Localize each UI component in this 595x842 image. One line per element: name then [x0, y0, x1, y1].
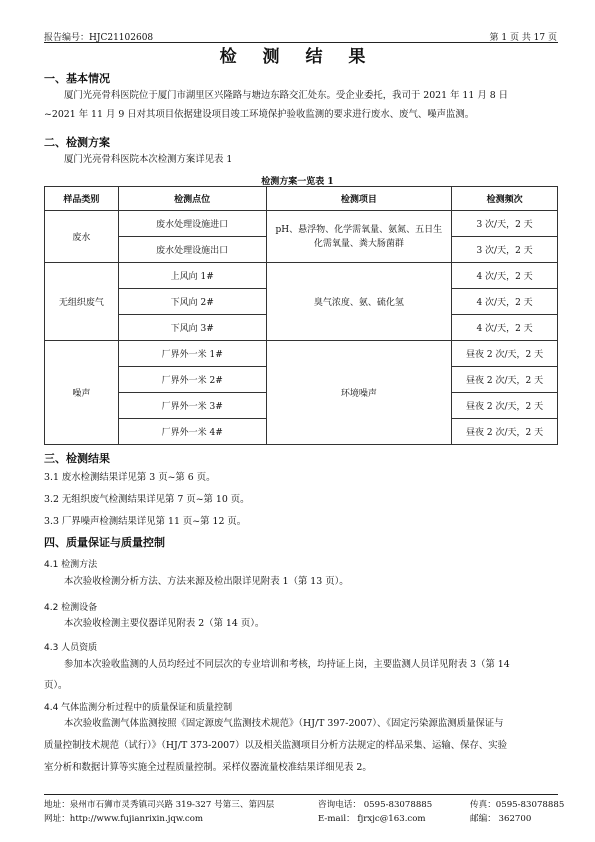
result-item-2: 3.2 无组织废气检测结果详见第 7 页~第 10 页。 [44, 494, 250, 505]
footer-email: E-mail： fjrxjc@163.com [318, 814, 426, 824]
footer-address: 地址：泉州市石狮市灵秀镇司兴路 319-327 号第三、第四层 [44, 800, 275, 810]
footer-phone: 咨询电话： 0595-83078885 [318, 800, 433, 810]
section-2-heading: 二、检测方案 [44, 136, 110, 149]
table-row [45, 263, 558, 289]
subsection-4-2-text: 本次验收检测主要仪器详见附表 2（第 14 页）。 [64, 618, 265, 629]
col-header-point: 检测点位 [118, 187, 266, 211]
frequency-cell: 4 次/天，2 天 [452, 289, 558, 315]
frequency-cell: 4 次/天，2 天 [452, 263, 558, 289]
page-indicator: 第 1 页 共 17 页 [489, 33, 557, 43]
subsection-4-2-heading: 4.2 检测设备 [44, 603, 98, 613]
subsection-4-3-heading: 4.3 人员资质 [44, 643, 98, 653]
items-noise: 环境噪声 [266, 341, 452, 445]
frequency-cell: 昼夜 2 次/天，2 天 [452, 367, 558, 393]
category-noise: 噪声 [45, 341, 119, 445]
subsection-4-4-line-3: 室分析和数据计算等实施全过程质量控制。采样仪器流量校准结果详细见表 2。 [44, 762, 372, 773]
table-row [45, 211, 558, 237]
items-water-line-2: 化需氧量、粪大肠菌群 [313, 238, 404, 249]
point-cell: 废水处理设施出口 [118, 237, 266, 263]
result-item-3: 3.3 厂界噪声检测结果详见第 11 页~第 12 页。 [44, 516, 247, 527]
col-header-frequency: 检测频次 [452, 187, 558, 211]
subsection-4-3-line-2: 页）。 [44, 680, 68, 691]
point-cell: 厂界外一米 3# [118, 393, 266, 419]
page-title: 检 测 结 果 [219, 47, 376, 67]
section-2-intro: 厦门光亮骨科医院本次检测方案详见表 1 [64, 154, 233, 165]
point-cell: 上风向 1# [118, 263, 266, 289]
section-1-line-2: ~2021 年 11 月 9 日对其项目依据建设项目竣工环境保护验收监测的要求进行废水、废气、噪声监测。 [44, 109, 475, 120]
point-cell: 废水处理设施进口 [118, 211, 266, 237]
category-gas: 无组织废气 [45, 263, 119, 341]
section-1-heading: 一、基本情况 [44, 72, 110, 85]
footer-fax: 传真：0595-83078885 [470, 800, 565, 810]
subsection-4-1-heading: 4.1 检测方法 [44, 560, 98, 570]
footer-rule [44, 794, 558, 795]
point-cell: 厂界外一米 1# [118, 341, 266, 367]
frequency-cell: 4 次/天，2 天 [452, 315, 558, 341]
subsection-4-4-line-2: 质量控制技术规范（试行）》（HJ/T 373-2007）以及相关监测项目分析方法规定的样品采集、运输、保存、实验 [44, 740, 507, 751]
point-cell: 厂界外一米 2# [118, 367, 266, 393]
table-header-row [45, 187, 558, 211]
items-water [266, 211, 452, 263]
section-1-line-1: 厦门光亮骨科医院位于厦门市湖里区兴隆路与塘边东路交汇处东。受企业委托，我司于 2021 年 11 月 8 日 [64, 90, 509, 101]
table-row [45, 341, 558, 367]
category-water: 废水 [45, 211, 119, 263]
col-header-items: 检测项目 [266, 187, 452, 211]
section-3-heading: 三、检测结果 [44, 452, 110, 465]
point-cell: 下风向 3# [118, 315, 266, 341]
frequency-cell: 3 次/天，2 天 [452, 237, 558, 263]
subsection-4-4-line-1: 本次验收监测气体监测按照《固定源废气监测技术规范》（HJ/T 397-2007）、《固定污染源监测质量保证与 [64, 718, 504, 729]
subsection-4-4-heading: 4.4 气体监测分析过程中的质量保证和质量控制 [44, 703, 233, 713]
frequency-cell: 昼夜 2 次/天，2 天 [452, 419, 558, 445]
subsection-4-3-line-1: 参加本次验收监测的人员均经过不同层次的专业培训和考核，均持证上岗，主要监测人员详见附表 3（第 14 [64, 659, 510, 670]
section-4-heading: 四、质量保证与质量控制 [44, 536, 165, 549]
items-water-line-1: pH、悬浮物、化学需氧量、氨氮、五日生 [275, 224, 443, 235]
footer-website: 网址：http://www.fujianrixin.jqw.com [44, 814, 204, 824]
col-header-category: 样品类别 [45, 187, 119, 211]
table-caption: 检测方案一览表 1 [261, 177, 334, 187]
frequency-cell: 昼夜 2 次/天，2 天 [452, 341, 558, 367]
point-cell: 厂界外一米 4# [118, 419, 266, 445]
result-item-1: 3.1 废水检测结果详见第 3 页~第 6 页。 [44, 472, 216, 483]
plan-table [44, 186, 558, 445]
frequency-cell: 昼夜 2 次/天，2 天 [452, 393, 558, 419]
subsection-4-1-text: 本次验收检测分析方法、方法来源及检出限详见附表 1（第 13 页）。 [64, 576, 349, 587]
report-number: 报告编号：HJC21102608 [44, 33, 154, 43]
frequency-cell: 3 次/天，2 天 [452, 211, 558, 237]
point-cell: 下风向 2# [118, 289, 266, 315]
footer-postcode: 邮编： 362700 [470, 814, 532, 824]
items-gas: 臭气浓度、氨、硫化氢 [266, 263, 452, 341]
